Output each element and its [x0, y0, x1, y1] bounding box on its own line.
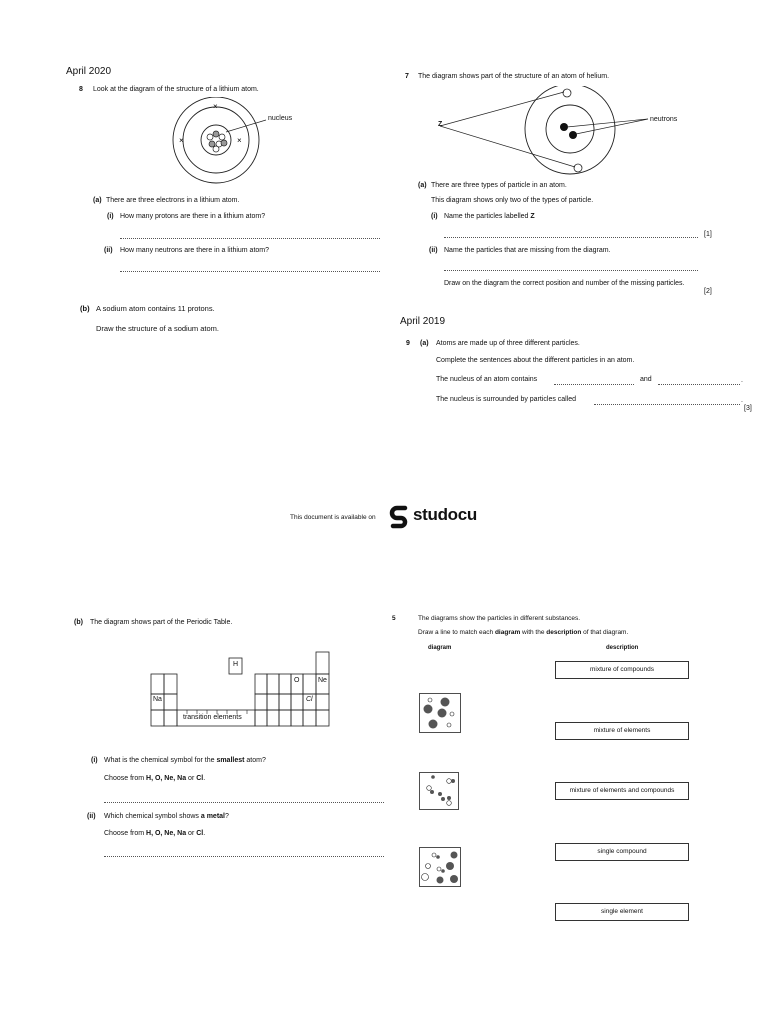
answer-line[interactable] — [444, 270, 698, 271]
part-i-text: How many protons are there in a lithium atom? — [120, 213, 266, 220]
q9-text: Atoms are made up of three different particles. — [436, 340, 580, 347]
available-text: This document is available on — [290, 514, 376, 521]
choose-last: Cl — [196, 830, 204, 837]
part-ii-label: (ii) — [104, 247, 113, 254]
answer-line[interactable] — [120, 238, 380, 239]
column-header-description: description — [606, 645, 639, 651]
choose-from-text — [104, 775, 205, 782]
choose-or: or — [186, 830, 197, 837]
part-ii-text-pre: Which chemical symbol shows — [104, 813, 201, 820]
sentence-1-and: and — [640, 376, 652, 383]
instr-post: of that diagram. — [581, 629, 629, 636]
part-a-text: There are three types of particle in an atom. — [431, 182, 567, 189]
element-o: O — [294, 677, 300, 684]
section-april-2020 — [0, 0, 384, 340]
part-ii-bold: a metal — [200, 813, 225, 820]
part-b-text: The diagram shows part of the Periodic Table. — [90, 619, 233, 626]
nucleus-label: nucleus — [268, 115, 293, 122]
part-b-text: A sodium atom contains 11 protons. — [96, 304, 215, 313]
part-ii-label: (ii) — [87, 813, 96, 820]
description-box-2[interactable]: mixture of elements — [555, 722, 689, 740]
heading-april-2020: April 2020 — [66, 66, 112, 77]
part-i-bold: smallest — [216, 757, 245, 764]
particle-diagram-3[interactable] — [419, 847, 461, 887]
choose-from-text — [104, 830, 205, 837]
neutrons-label: neutrons — [650, 116, 678, 123]
instr-pre: Draw a line to match each — [418, 629, 495, 636]
sentence-end: . — [741, 397, 743, 404]
part-a-text2: This diagram shows only two of the types of particle. — [431, 197, 594, 204]
part-i-text-pre: What is the chemical symbol for the — [104, 757, 217, 764]
part-i-label: (i) — [431, 213, 438, 220]
transition-elements-label: transition elements — [183, 714, 242, 721]
choose-or: or — [186, 775, 197, 782]
question-number: 5 — [392, 615, 396, 622]
studocu-brand[interactable]: studocu — [413, 505, 478, 524]
part-i-text — [444, 213, 535, 220]
svg-text:×: × — [237, 136, 242, 145]
part-i-text-main: Name the particles labelled — [444, 213, 531, 220]
description-box-4[interactable]: single compound — [555, 843, 689, 861]
answer-line[interactable] — [104, 802, 384, 803]
part-a-label: (a) — [418, 182, 427, 189]
part-i-bold: Z — [530, 213, 535, 220]
answer-blank[interactable] — [658, 384, 740, 385]
instr-bold-description: description — [546, 629, 582, 636]
answer-line[interactable] — [120, 271, 380, 272]
section-particles-question — [384, 600, 768, 930]
part-b-label: (b) — [74, 619, 83, 626]
question-text: Look at the diagram of the structure of a lithium atom. — [93, 86, 259, 93]
svg-text:×: × — [213, 102, 218, 111]
mark-1: [1] — [704, 231, 712, 238]
part-ii-text — [104, 813, 229, 820]
description-box-1[interactable]: mixture of compounds — [555, 661, 689, 679]
part-a-text: There are three electrons in a lithium atom. — [106, 197, 240, 204]
question-number: 9 — [406, 340, 410, 347]
question-text: The diagrams show the particles in different substances. — [418, 615, 581, 622]
lithium-atom-diagram — [170, 97, 320, 187]
part-i-text — [104, 757, 266, 764]
element-ne: Ne — [318, 677, 327, 684]
choose-end: . — [203, 775, 206, 782]
answer-blank[interactable] — [594, 404, 740, 405]
mark-2: [2] — [704, 288, 712, 295]
periodic-table-diagram — [150, 650, 336, 732]
element-h: H — [233, 661, 239, 668]
draw-instruction: Draw on the diagram the correct position and number of the missing particles. — [444, 280, 685, 287]
studocu-logo-icon — [389, 505, 411, 529]
element-na: Na — [153, 696, 162, 703]
choose-options: H, O, Ne, Na — [146, 775, 187, 782]
part-b-instruction: Draw the structure of a sodium atom. — [96, 324, 219, 333]
question-number: 8 — [79, 86, 83, 93]
question-number: 7 — [405, 73, 409, 80]
instruction-text — [418, 629, 628, 636]
mark-3: [3] — [744, 405, 752, 412]
choose-options: H, O, Ne, Na — [146, 830, 187, 837]
instr-bold-diagram: diagram — [494, 629, 521, 636]
particle-diagram-2[interactable] — [419, 772, 459, 810]
z-label: Z — [438, 121, 443, 128]
answer-line[interactable] — [104, 856, 384, 857]
instr-mid: with the — [520, 629, 547, 636]
answer-blank[interactable] — [554, 384, 634, 385]
choose-end: . — [203, 830, 206, 837]
part-i-label: (i) — [107, 213, 114, 220]
sentence-2: The nucleus is surrounded by particles called — [436, 396, 577, 403]
choose-pre: Choose from — [104, 775, 147, 782]
part-a-label: (a) — [420, 340, 429, 347]
studocu-banner — [0, 500, 768, 536]
part-ii-text: Name the particles that are missing from the diagram. — [444, 247, 611, 254]
part-b-label: (b) — [80, 304, 90, 313]
choose-last: Cl — [196, 775, 204, 782]
part-i-text-post: atom? — [244, 757, 266, 764]
sentence-1: The nucleus of an atom contains — [436, 376, 538, 383]
q9-text2: Complete the sentences about the different particles in an atom. — [436, 357, 635, 364]
description-box-3[interactable]: mixture of elements and compounds — [555, 782, 689, 800]
sentence-end: . — [741, 377, 743, 384]
part-i-label: (i) — [91, 757, 98, 764]
part-a-label: (a) — [93, 197, 102, 204]
part-ii-text: How many neutrons are there in a lithium atom? — [120, 247, 270, 254]
column-header-diagram: diagram — [428, 645, 452, 651]
section-periodic-table — [0, 600, 384, 880]
choose-pre: Choose from — [104, 830, 147, 837]
element-cl: Cl — [306, 696, 313, 703]
description-box-5[interactable]: single element — [555, 903, 689, 921]
heading-april-2019: April 2019 — [400, 316, 446, 327]
section-helium-question — [384, 0, 768, 420]
helium-atom-diagram — [428, 86, 708, 176]
part-ii-label: (ii) — [429, 247, 438, 254]
particle-diagram-1[interactable] — [419, 693, 461, 733]
question-text: The diagram shows part of the structure of an atom of helium. — [418, 73, 610, 80]
part-ii-text-post: ? — [225, 813, 229, 820]
answer-line[interactable] — [444, 237, 698, 238]
svg-text:×: × — [179, 136, 184, 145]
